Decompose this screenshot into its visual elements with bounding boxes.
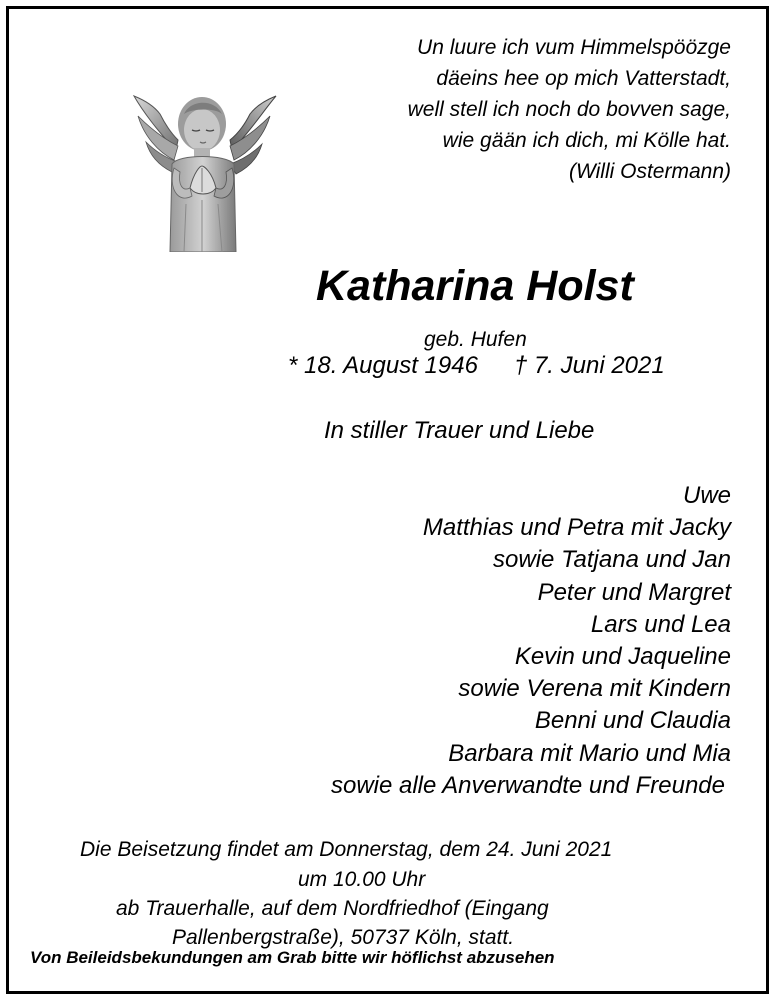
family-member: Matthias und Petra mit Jacky	[422, 514, 731, 542]
poem-author: (Willi Ostermann)	[569, 160, 731, 183]
poem-line: well stell ich noch do bovven sage,	[407, 98, 731, 121]
mourning-line: In stiller Trauer und Liebe	[324, 417, 595, 444]
family-member: Lars und Lea	[590, 610, 731, 638]
funeral-line: ab Trauerhalle, auf dem Nordfriedhof (Eingang	[116, 897, 549, 920]
poem-line: wie gään ich dich, mi Kölle hat.	[442, 129, 731, 152]
death-date: † 7. Juni 2021	[513, 352, 665, 379]
condolence-note: Von Beileidsbekundungen am Grab bitte wir höflichst abzusehen	[30, 948, 555, 967]
deceased-name: Katharina Holst	[316, 262, 634, 310]
funeral-line: Die Beisetzung findet am Donnerstag, dem 24. Juni 2021	[80, 838, 613, 861]
family-member: Barbara mit Mario und Mia	[448, 739, 731, 767]
family-member: sowie alle Anverwandte und Freunde	[330, 771, 725, 799]
family-list	[331, 480, 731, 802]
family-member: sowie Verena mit Kindern	[458, 675, 731, 703]
poem-block	[408, 32, 731, 187]
maiden-name: geb. Hufen	[424, 328, 527, 351]
life-dates	[288, 352, 665, 380]
funeral-line: Pallenbergstraße), 50737 Köln, statt.	[172, 926, 515, 949]
family-member: Uwe	[682, 482, 731, 509]
birth-date: * 18. August 1946	[288, 352, 478, 379]
poem-line: däeins hee op mich Vatterstadt,	[436, 67, 731, 90]
funeral-line: um 10.00 Uhr	[298, 868, 426, 891]
poem-line: Un luure ich vum Himmelspöözge	[417, 36, 731, 59]
family-member: sowie Tatjana und Jan	[493, 546, 731, 574]
angel-statue-image	[128, 92, 280, 252]
family-member: Kevin und Jaqueline	[514, 643, 731, 671]
family-member: Benni und Claudia	[534, 707, 731, 735]
family-member: Peter und Margret	[537, 578, 731, 606]
